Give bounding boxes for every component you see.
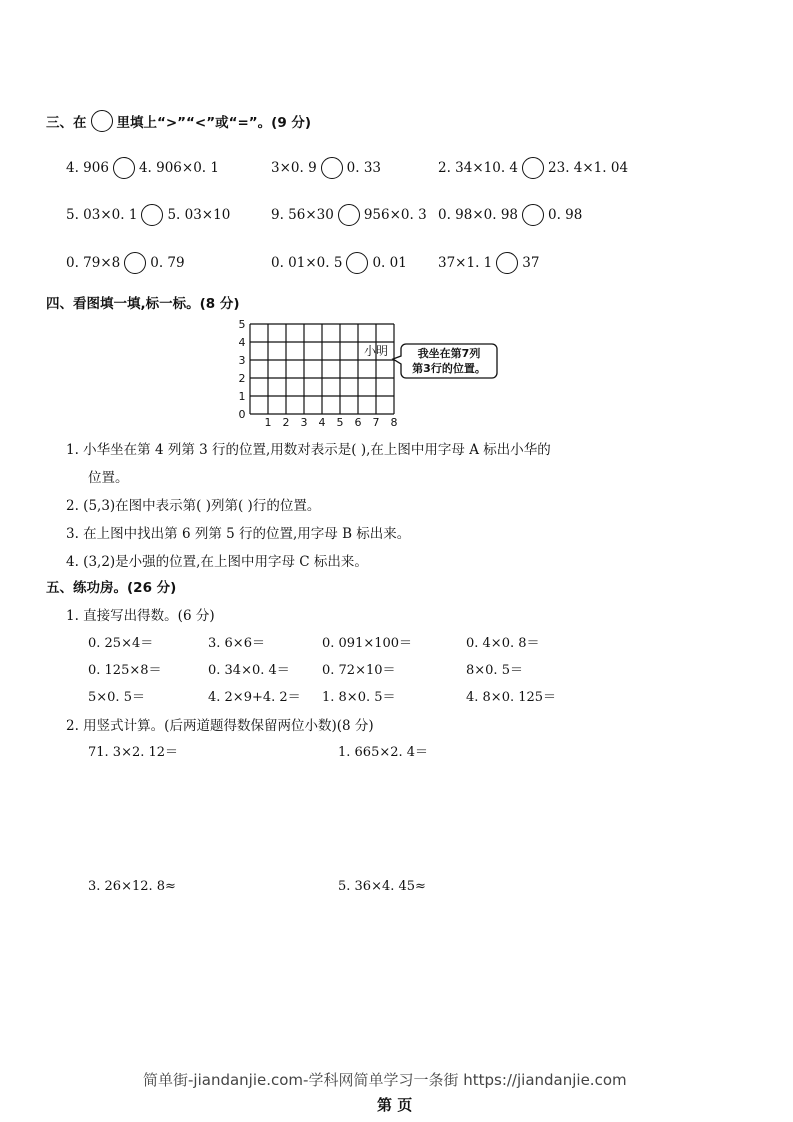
y-label: 0 (238, 408, 246, 421)
compare-item (271, 252, 407, 274)
y-label: 2 (238, 372, 246, 385)
x-label: 4 (318, 416, 326, 429)
x-label: 2 (282, 416, 290, 429)
x-label: 1 (264, 416, 272, 429)
vertical-calc-item: 5. 36×4. 45≈ (338, 879, 426, 894)
answer-circle[interactable] (522, 204, 544, 226)
section-3-title (46, 110, 311, 132)
x-label: 5 (336, 416, 344, 429)
calc-item: 5×0. 5＝ (88, 690, 145, 705)
compare-right: 0. 01 (372, 255, 407, 271)
x-axis-labels (265, 416, 398, 429)
answer-circle[interactable] (496, 252, 518, 274)
compare-item (438, 157, 628, 179)
section-5-title: 五、练功房。(26 分) (46, 580, 177, 596)
answer-circle[interactable] (321, 157, 343, 179)
compare-right: 0. 98 (548, 207, 583, 223)
compare-right: 37 (522, 255, 540, 271)
y-label: 5 (238, 318, 246, 331)
sub-question-1: 1. 直接写出得数。(6 分) (66, 608, 215, 624)
x-label: 3 (300, 416, 308, 429)
calc-item: 0. 25×4＝ (88, 636, 154, 651)
compare-left: 4. 906 (66, 160, 109, 176)
compare-left: 9. 56×30 (271, 207, 334, 223)
vertical-calc-item: 1. 665×2. 4＝ (338, 745, 429, 760)
compare-left: 0. 01×0. 5 (271, 255, 343, 271)
xiaoming-label: 小明 (363, 344, 389, 358)
compare-left: 37×1. 1 (438, 255, 493, 271)
x-label: 8 (390, 416, 398, 429)
compare-left: 5. 03×0. 1 (66, 207, 138, 223)
seat-grid (230, 316, 520, 432)
watermark: 简单街-jiandanjie.com-学科网简单学习一条街 https://jiandanjie.com (143, 1071, 627, 1089)
compare-left: 0. 79×8 (66, 255, 121, 271)
answer-circle[interactable] (338, 204, 360, 226)
question-4-2: 2. (5,3)在图中表示第( )列第( )行的位置。 (66, 498, 321, 514)
vertical-calc-item: 3. 26×12. 8≈ (88, 879, 176, 894)
vertical-calc-item: 71. 3×2. 12＝ (88, 745, 179, 760)
compare-left: 2. 34×10. 4 (438, 160, 519, 176)
y-label: 4 (238, 336, 246, 349)
compare-right: 23. 4×1. 04 (548, 160, 629, 176)
compare-right: 956×0. 3 (363, 207, 427, 223)
answer-circle[interactable] (124, 252, 146, 274)
section-3-title-post: 里填上“>”“<”或“=”。(9 分) (116, 115, 312, 131)
compare-right: 0. 79 (150, 255, 185, 271)
compare-right: 4. 906×0. 1 (138, 160, 219, 176)
question-4-1-cont: 位置。 (88, 470, 129, 486)
sub-question-2: 2. 用竖式计算。(后两道题得数保留两位小数)(8 分) (66, 718, 374, 734)
question-4-3: 3. 在上图中找出第 6 列第 5 行的位置,用字母 B 标出来。 (66, 526, 411, 542)
question-4-4: 4. (3,2)是小强的位置,在上图中用字母 C 标出来。 (66, 554, 368, 570)
compare-item (66, 204, 230, 226)
x-label: 7 (372, 416, 380, 429)
answer-circle[interactable] (141, 204, 163, 226)
page-number: 第 页 (377, 1096, 413, 1114)
compare-item (438, 252, 539, 274)
compare-item (66, 252, 185, 274)
bubble-text-1: 我坐在第7列 (417, 347, 481, 360)
compare-item (438, 204, 582, 226)
calc-item: 0. 125×8＝ (88, 663, 162, 678)
compare-item (271, 157, 381, 179)
section-3-title-pre: 三、在 (46, 115, 87, 131)
calc-item: 0. 72×10＝ (322, 663, 396, 678)
calc-item: 4. 8×0. 125＝ (466, 690, 557, 705)
question-4-1: 1. 小华坐在第 4 列第 3 行的位置,用数对表示是( ),在上图中用字母 A 标出小华的 (66, 442, 551, 458)
calc-item: 8×0. 5＝ (466, 663, 523, 678)
compare-item (271, 204, 427, 226)
calc-item: 3. 6×6＝ (208, 636, 265, 651)
grid-lines (250, 324, 394, 414)
calc-item: 0. 091×100＝ (322, 636, 413, 651)
compare-right: 0. 33 (346, 160, 382, 176)
x-label: 6 (354, 416, 362, 429)
speech-bubble (393, 344, 497, 378)
y-label: 3 (238, 354, 246, 367)
calc-item: 0. 4×0. 8＝ (466, 636, 540, 651)
calc-item: 1. 8×0. 5＝ (322, 690, 396, 705)
compare-right: 5. 03×10 (167, 207, 231, 223)
compare-left: 0. 98×0. 98 (438, 207, 519, 223)
bubble-text-2: 第3行的位置。 (412, 362, 486, 375)
y-axis-labels (239, 318, 246, 421)
y-label: 1 (238, 390, 246, 403)
answer-circle[interactable] (346, 252, 368, 274)
circle-icon (91, 110, 113, 132)
compare-item (66, 157, 219, 179)
answer-circle[interactable] (522, 157, 544, 179)
section-4-title: 四、看图填一填,标一标。(8 分) (46, 296, 240, 312)
answer-circle[interactable] (113, 157, 135, 179)
calc-item: 4. 2×9+4. 2＝ (208, 690, 301, 705)
calc-item: 0. 34×0. 4＝ (208, 663, 290, 678)
compare-left: 3×0. 9 (271, 160, 317, 176)
